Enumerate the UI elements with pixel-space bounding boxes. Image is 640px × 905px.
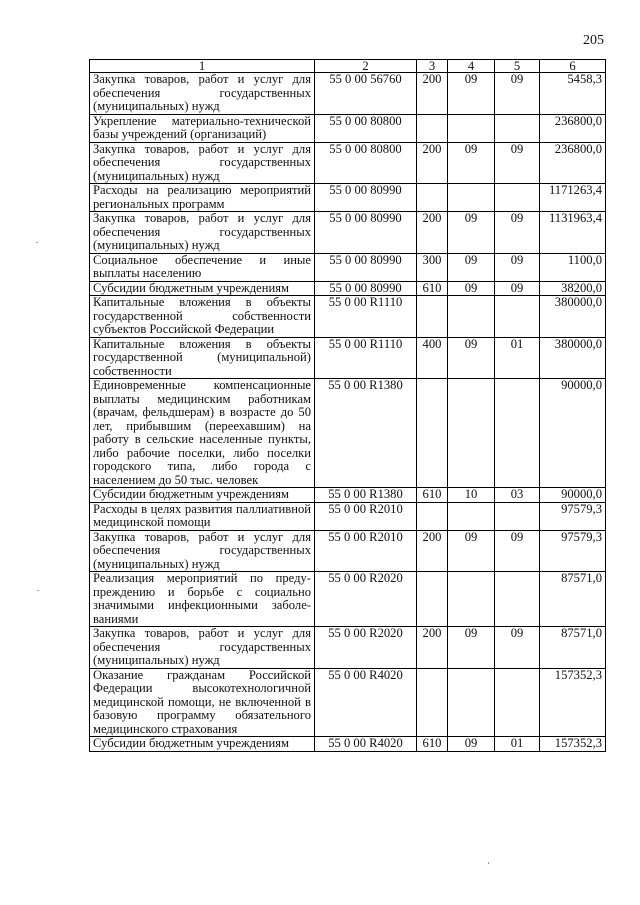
amount-cell: 1131963,4 (540, 212, 606, 254)
expense-type-cell (417, 502, 448, 530)
target-code-cell: 55 0 00 R2020 (315, 572, 417, 627)
column-header: 2 (315, 60, 417, 73)
section-cell: 09 (448, 737, 495, 752)
scan-speck (36, 242, 38, 243)
subsection-cell: 01 (495, 737, 540, 752)
section-cell: 09 (448, 337, 495, 379)
table-row (90, 668, 606, 737)
target-code-cell: 55 0 00 R1380 (315, 379, 417, 488)
table-row (90, 502, 606, 530)
target-code-cell: 55 0 00 R1110 (315, 296, 417, 338)
subsection-cell: 09 (495, 253, 540, 281)
column-header: 6 (540, 60, 606, 73)
expense-name-cell: Укрепление материально-технической базы учреждений (организаций) (90, 114, 315, 142)
column-header: 1 (90, 60, 315, 73)
amount-cell: 380000,0 (540, 337, 606, 379)
expense-name-cell: Капитальные вложения в объекты государственной собственности субъектов Российской Федерации (90, 296, 315, 338)
table-row (90, 737, 606, 752)
table-row (90, 488, 606, 503)
scan-speck (488, 862, 489, 864)
table-row (90, 530, 606, 572)
expense-type-cell (417, 184, 448, 212)
amount-cell: 87571,0 (540, 572, 606, 627)
budget-table (89, 59, 606, 752)
expense-name-cell: Закупка товаров, работ и услуг для обеспечения государственных (муниципальных) нужд (90, 212, 315, 254)
amount-cell: 236800,0 (540, 114, 606, 142)
subsection-cell (495, 379, 540, 488)
amount-cell: 1171263,4 (540, 184, 606, 212)
table-row (90, 212, 606, 254)
amount-cell: 97579,3 (540, 502, 606, 530)
target-code-cell: 55 0 00 80990 (315, 253, 417, 281)
section-cell: 09 (448, 627, 495, 669)
section-cell (448, 114, 495, 142)
subsection-cell: 03 (495, 488, 540, 503)
expense-type-cell (417, 296, 448, 338)
expense-name-cell: Реализация мероприятий по предупреждению и борьбе с социально значимыми инфекционными заболеваниями (90, 572, 315, 627)
page-number: 205 (583, 33, 604, 48)
target-code-cell: 55 0 00 80990 (315, 281, 417, 296)
section-cell: 09 (448, 212, 495, 254)
amount-cell: 38200,0 (540, 281, 606, 296)
target-code-cell: 55 0 00 80800 (315, 114, 417, 142)
section-cell (448, 572, 495, 627)
subsection-cell (495, 668, 540, 737)
amount-cell: 380000,0 (540, 296, 606, 338)
target-code-cell: 55 0 00 R1110 (315, 337, 417, 379)
subsection-cell (495, 184, 540, 212)
table-row (90, 281, 606, 296)
section-cell (448, 184, 495, 212)
table-row (90, 114, 606, 142)
subsection-cell: 09 (495, 73, 540, 115)
target-code-cell: 55 0 00 80990 (315, 184, 417, 212)
amount-cell: 90000,0 (540, 379, 606, 488)
expense-name-cell: Расходы в целях развития паллиативной медицинской помощи (90, 502, 315, 530)
table-row (90, 572, 606, 627)
expense-type-cell (417, 668, 448, 737)
table-row (90, 337, 606, 379)
expense-name-cell: Социальное обеспечение и иные выплаты населению (90, 253, 315, 281)
expense-name-cell: Оказание гражданам Российской Федерации высокотехнологичной медицинской помощи, не включенной в базовую программу обязательного медицинского страхования (90, 668, 315, 737)
subsection-cell: 09 (495, 281, 540, 296)
expense-type-cell: 200 (417, 212, 448, 254)
subsection-cell: 09 (495, 142, 540, 184)
expense-name-cell: Единовременные компенсационные выплаты медицинским работникам (врачам, фельдшерам) в возрасте до 50 лет, прибывшим (переехавшим) на работу в сельские населенные пункты, либо рабочие поселки, либо поселки городского типа, либо города с населением до 50 тыс. человек (90, 379, 315, 488)
table-row (90, 184, 606, 212)
column-header: 5 (495, 60, 540, 73)
subsection-cell (495, 114, 540, 142)
target-code-cell: 55 0 00 R4020 (315, 737, 417, 752)
amount-cell: 90000,0 (540, 488, 606, 503)
section-cell (448, 668, 495, 737)
amount-cell: 97579,3 (540, 530, 606, 572)
expense-name-cell: Закупка товаров, работ и услуг для обеспечения государственных (муниципальных) нужд (90, 142, 315, 184)
section-cell (448, 502, 495, 530)
expense-type-cell: 400 (417, 337, 448, 379)
amount-cell: 1100,0 (540, 253, 606, 281)
expense-type-cell (417, 114, 448, 142)
expense-name-cell: Капитальные вложения в объекты государственной (муниципальной) собственности (90, 337, 315, 379)
subsection-cell: 09 (495, 530, 540, 572)
amount-cell: 87571,0 (540, 627, 606, 669)
target-code-cell: 55 0 00 80990 (315, 212, 417, 254)
column-header: 4 (448, 60, 495, 73)
target-code-cell: 55 0 00 R2020 (315, 627, 417, 669)
expense-type-cell (417, 379, 448, 488)
header-row (90, 60, 606, 73)
expense-type-cell: 610 (417, 488, 448, 503)
section-cell: 09 (448, 281, 495, 296)
expense-name-cell: Закупка товаров, работ и услуг для обеспечения государственных (муниципальных) нужд (90, 627, 315, 669)
section-cell (448, 379, 495, 488)
table-row (90, 142, 606, 184)
section-cell: 09 (448, 142, 495, 184)
expense-type-cell: 200 (417, 142, 448, 184)
subsection-cell (495, 572, 540, 627)
section-cell (448, 296, 495, 338)
section-cell: 09 (448, 73, 495, 115)
subsection-cell: 01 (495, 337, 540, 379)
amount-cell: 157352,3 (540, 737, 606, 752)
expense-type-cell: 200 (417, 627, 448, 669)
target-code-cell: 55 0 00 R2010 (315, 502, 417, 530)
expense-type-cell: 610 (417, 281, 448, 296)
subsection-cell: 09 (495, 212, 540, 254)
expense-type-cell: 200 (417, 73, 448, 115)
expense-name-cell: Субсидии бюджетным учреждениям (90, 488, 315, 503)
scan-speck (37, 590, 39, 591)
subsection-cell: 09 (495, 627, 540, 669)
amount-cell: 5458,3 (540, 73, 606, 115)
table-row (90, 379, 606, 488)
amount-cell: 157352,3 (540, 668, 606, 737)
target-code-cell: 55 0 00 R4020 (315, 668, 417, 737)
table-row (90, 296, 606, 338)
expense-name-cell: Расходы на реализацию мероприятий региональных программ (90, 184, 315, 212)
section-cell: 10 (448, 488, 495, 503)
section-cell: 09 (448, 530, 495, 572)
subsection-cell (495, 296, 540, 338)
expense-type-cell (417, 572, 448, 627)
subsection-cell (495, 502, 540, 530)
expense-name-cell: Закупка товаров, работ и услуг для обеспечения государственных (муниципальных) нужд (90, 73, 315, 115)
table-row (90, 73, 606, 115)
target-code-cell: 55 0 00 R2010 (315, 530, 417, 572)
table-body (90, 73, 606, 752)
expense-type-cell: 610 (417, 737, 448, 752)
table-row (90, 253, 606, 281)
section-cell: 09 (448, 253, 495, 281)
expense-name-cell: Закупка товаров, работ и услуг для обеспечения государственных (муниципальных) нужд (90, 530, 315, 572)
target-code-cell: 55 0 00 56760 (315, 73, 417, 115)
target-code-cell: 55 0 00 R1380 (315, 488, 417, 503)
table-row (90, 627, 606, 669)
target-code-cell: 55 0 00 80800 (315, 142, 417, 184)
expense-name-cell: Субсидии бюджетным учреждениям (90, 281, 315, 296)
column-header: 3 (417, 60, 448, 73)
amount-cell: 236800,0 (540, 142, 606, 184)
expense-type-cell: 300 (417, 253, 448, 281)
expense-name-cell: Субсидии бюджетным учреждениям (90, 737, 315, 752)
expense-type-cell: 200 (417, 530, 448, 572)
